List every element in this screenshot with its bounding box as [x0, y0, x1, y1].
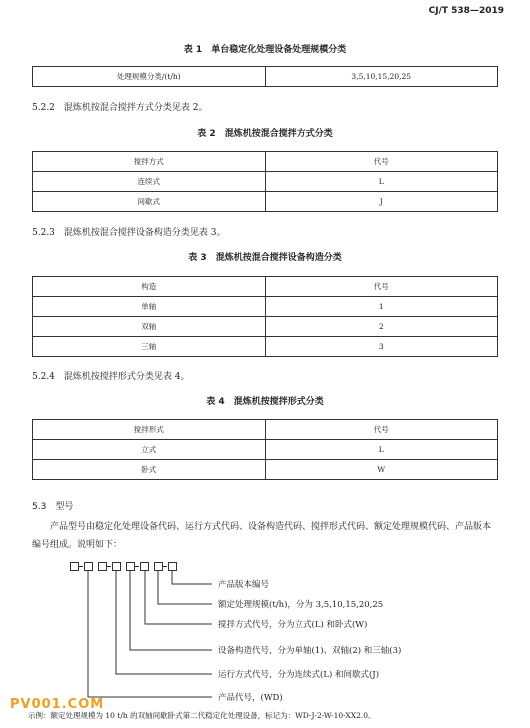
table-cell: 3,5,10,15,20,25 [265, 67, 498, 87]
table-cell: 单轴 [33, 297, 266, 317]
table-row [33, 460, 498, 480]
table1 [32, 66, 498, 87]
table3 [32, 276, 498, 357]
table-row [33, 192, 498, 212]
table-header-cell: 构造 [33, 277, 266, 297]
table2-caption: 表 2 混炼机按混合搅拌方式分类 [197, 129, 333, 139]
table2 [32, 151, 498, 212]
table-header-cell: 代号 [265, 420, 498, 440]
table-row [33, 440, 498, 460]
table-cell: 1 [265, 297, 498, 317]
diagram-label: 运行方式代号，分为连续式(L) 和间歇式(J) [218, 670, 380, 680]
table-cell: L [265, 172, 498, 192]
diagram-label: 产品代号，(WD) [218, 693, 283, 703]
example-note: 示例：额定处理规模为 10 t/h 的双轴间歇卧式第二代稳定化处理设备，标记为：WD-J-2-W-10-XX2.0。 [28, 711, 376, 720]
watermark: PV001.COM [10, 697, 105, 712]
table-header-row [33, 420, 498, 440]
table-cell: J [265, 192, 498, 212]
table1-caption: 表 1 单台稳定化处理设备处理规模分类 [183, 45, 347, 55]
diagram-label: 产品版本编号 [218, 580, 270, 590]
table-cell: 处理规模分类/(t/h) [33, 67, 266, 87]
diagram-label: 额定处理规模(t/h)，分为 3,5,10,15,20,25 [218, 600, 384, 610]
table4 [32, 419, 498, 480]
table-cell: 2 [265, 317, 498, 337]
table-cell: 间歇式 [33, 192, 266, 212]
table4-caption: 表 4 混炼机按搅拌形式分类 [206, 397, 324, 407]
paragraph-5-2-2: 5.2.2 混炼机按混合搅拌方式分类见表 2。 [32, 103, 208, 113]
diagram-label: 设备构造代号，分为单轴(1)、双轴(2) 和三轴(3) [218, 646, 402, 656]
table-cell: 双轴 [33, 317, 266, 337]
table-cell: 三轴 [33, 337, 266, 357]
table-header-cell: 搅拌方式 [33, 152, 266, 172]
diagram-label: 搅拌方式代号，分为立式(L) 和卧式(W) [218, 620, 368, 630]
standard-number: CJ/T 538—2019 [428, 6, 504, 16]
table3-caption: 表 3 混炼机按混合搅拌设备构造分类 [188, 253, 342, 263]
section-heading-5-3: 5.3 型号 [32, 502, 74, 512]
table-header-cell: 代号 [265, 152, 498, 172]
table-cell: L [265, 440, 498, 460]
table-cell: 立式 [33, 440, 266, 460]
table-row [33, 67, 498, 87]
table-cell: 连续式 [33, 172, 266, 192]
table-header-row [33, 277, 498, 297]
table-cell: W [265, 460, 498, 480]
table-row [33, 337, 498, 357]
table-header-cell: 代号 [265, 277, 498, 297]
table-row [33, 172, 498, 192]
table-cell: 卧式 [33, 460, 266, 480]
table-cell: 3 [265, 337, 498, 357]
paragraph-5-2-4: 5.2.4 混炼机按搅拌形式分类见表 4。 [32, 372, 190, 382]
paragraph-5-2-3: 5.2.3 混炼机按混合搅拌设备构造分类见表 3。 [32, 228, 226, 238]
section-body-5-3: 产品型号由稳定化处理设备代码、运行方式代码、设备构造代码、搅拌形式代码、额定处理规模代码、产品版本编号组成。说明如下： [32, 522, 492, 550]
table-row [33, 297, 498, 317]
table-header-row [33, 152, 498, 172]
table-header-cell: 搅拌形式 [33, 420, 266, 440]
table-row [33, 317, 498, 337]
